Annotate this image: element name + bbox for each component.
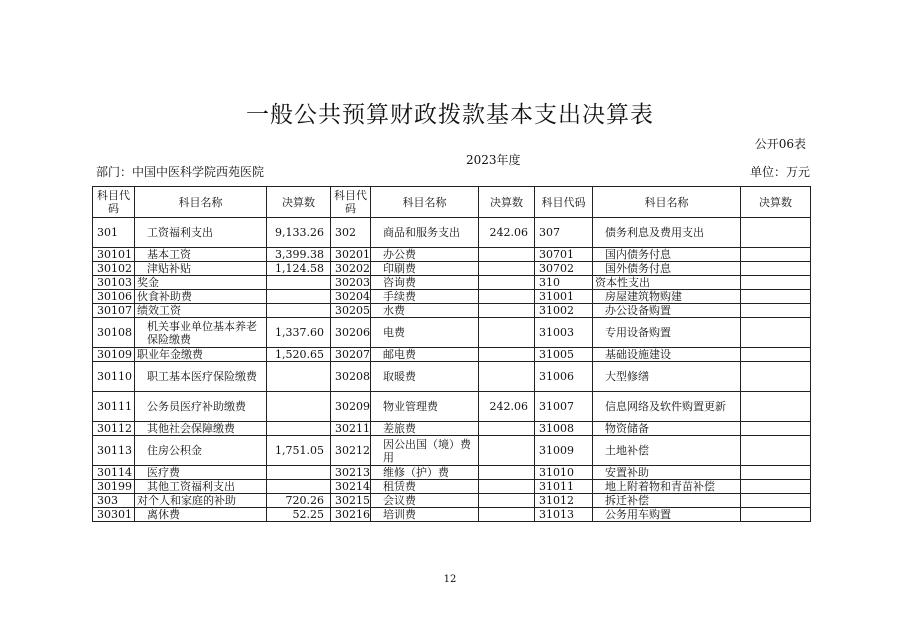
header-name: 科目名称 bbox=[371, 187, 479, 218]
amount-cell bbox=[741, 348, 811, 362]
code-cell: 30114 bbox=[93, 466, 135, 480]
code-cell: 31003 bbox=[535, 318, 593, 348]
amount-cell bbox=[267, 276, 331, 290]
code-cell: 303 bbox=[93, 494, 135, 508]
table-row bbox=[93, 276, 811, 290]
header-amount: 决算数 bbox=[479, 187, 535, 218]
code-cell: 30209 bbox=[331, 392, 371, 422]
amount-cell bbox=[479, 480, 535, 494]
code-cell: 30107 bbox=[93, 304, 135, 318]
code-cell: 301 bbox=[93, 218, 135, 248]
amount-cell bbox=[267, 422, 331, 436]
name-cell: 维修（护）费 bbox=[371, 466, 479, 480]
code-cell: 30214 bbox=[331, 480, 371, 494]
amount-cell bbox=[479, 304, 535, 318]
code-cell: 31001 bbox=[535, 290, 593, 304]
table-row bbox=[93, 304, 811, 318]
amount-cell bbox=[741, 262, 811, 276]
name-cell: 商品和服务支出 bbox=[371, 218, 479, 248]
name-cell: 大型修缮 bbox=[593, 362, 741, 392]
amount-cell: 242.06 bbox=[479, 218, 535, 248]
name-cell: 地上附着物和青苗补偿 bbox=[593, 480, 741, 494]
table-row bbox=[93, 508, 811, 522]
header-amount: 决算数 bbox=[267, 187, 331, 218]
amount-cell bbox=[741, 248, 811, 262]
amount-cell bbox=[479, 248, 535, 262]
code-cell: 30113 bbox=[93, 436, 135, 466]
amount-cell bbox=[267, 466, 331, 480]
name-cell: 办公设备购置 bbox=[593, 304, 741, 318]
name-cell: 公务用车购置 bbox=[593, 508, 741, 522]
amount-cell bbox=[267, 392, 331, 422]
name-cell: 国内债务付息 bbox=[593, 248, 741, 262]
amount-cell bbox=[479, 436, 535, 466]
name-cell: 离休费 bbox=[135, 508, 267, 522]
code-cell: 31010 bbox=[535, 466, 593, 480]
amount-cell bbox=[479, 348, 535, 362]
table-row bbox=[93, 436, 811, 466]
name-cell: 物资储备 bbox=[593, 422, 741, 436]
code-cell: 30202 bbox=[331, 262, 371, 276]
department-label: 部门：中国中医科学院西苑医院 bbox=[96, 165, 265, 179]
code-cell: 30108 bbox=[93, 318, 135, 348]
amount-cell bbox=[267, 290, 331, 304]
amount-cell bbox=[741, 304, 811, 318]
table-row bbox=[93, 248, 811, 262]
code-cell: 31005 bbox=[535, 348, 593, 362]
amount-cell bbox=[479, 318, 535, 348]
amount-cell: 242.06 bbox=[479, 392, 535, 422]
name-cell: 工资福利支出 bbox=[135, 218, 267, 248]
amount-cell bbox=[479, 466, 535, 480]
name-cell: 对个人和家庭的补助 bbox=[135, 494, 267, 508]
amount-cell bbox=[479, 290, 535, 304]
amount-cell: 1,124.58 bbox=[267, 262, 331, 276]
code-cell: 30216 bbox=[331, 508, 371, 522]
amount-cell: 1,520.65 bbox=[267, 348, 331, 362]
name-cell: 公务员医疗补助缴费 bbox=[135, 392, 267, 422]
name-cell: 债务利息及费用支出 bbox=[593, 218, 741, 248]
name-cell: 租赁费 bbox=[371, 480, 479, 494]
name-cell: 其他社会保障缴费 bbox=[135, 422, 267, 436]
name-cell: 其他工资福利支出 bbox=[135, 480, 267, 494]
code-cell: 30201 bbox=[331, 248, 371, 262]
name-cell: 咨询费 bbox=[371, 276, 479, 290]
code-cell: 30215 bbox=[331, 494, 371, 508]
code-cell: 30109 bbox=[93, 348, 135, 362]
code-cell: 30212 bbox=[331, 436, 371, 466]
table-header-row bbox=[93, 187, 811, 218]
code-cell: 31012 bbox=[535, 494, 593, 508]
table-row bbox=[93, 466, 811, 480]
amount-cell bbox=[741, 494, 811, 508]
amount-cell: 1,751.05 bbox=[267, 436, 331, 466]
amount-cell bbox=[479, 494, 535, 508]
header-code: 科目代码 bbox=[331, 187, 371, 218]
code-cell: 31002 bbox=[535, 304, 593, 318]
amount-cell bbox=[741, 218, 811, 248]
name-cell: 绩效工资 bbox=[135, 304, 267, 318]
budget-table bbox=[92, 186, 811, 522]
code-cell: 30103 bbox=[93, 276, 135, 290]
code-cell: 30112 bbox=[93, 422, 135, 436]
page-title: 一般公共预算财政拨款基本支出决算表 bbox=[246, 102, 654, 128]
code-cell: 30203 bbox=[331, 276, 371, 290]
table-row bbox=[93, 362, 811, 392]
name-cell: 信息网络及软件购置更新 bbox=[593, 392, 741, 422]
name-cell: 资本性支出 bbox=[593, 276, 741, 290]
code-cell: 30205 bbox=[331, 304, 371, 318]
code-cell: 31013 bbox=[535, 508, 593, 522]
amount-cell bbox=[741, 392, 811, 422]
code-cell: 31007 bbox=[535, 392, 593, 422]
amount-cell: 3,399.38 bbox=[267, 248, 331, 262]
name-cell: 基础设施建设 bbox=[593, 348, 741, 362]
name-cell: 职业年金缴费 bbox=[135, 348, 267, 362]
table-row bbox=[93, 348, 811, 362]
code-cell: 30213 bbox=[331, 466, 371, 480]
amount-cell bbox=[741, 508, 811, 522]
name-cell: 机关事业单位基本养老保险缴费 bbox=[135, 318, 267, 348]
name-cell: 电费 bbox=[371, 318, 479, 348]
table-row bbox=[93, 318, 811, 348]
name-cell: 伙食补助费 bbox=[135, 290, 267, 304]
table-row bbox=[93, 422, 811, 436]
name-cell: 专用设备购置 bbox=[593, 318, 741, 348]
amount-cell: 52.25 bbox=[267, 508, 331, 522]
code-cell: 30106 bbox=[93, 290, 135, 304]
name-cell: 印刷费 bbox=[371, 262, 479, 276]
header-name: 科目名称 bbox=[135, 187, 267, 218]
name-cell: 医疗费 bbox=[135, 466, 267, 480]
fiscal-year: 2023年度 bbox=[466, 153, 521, 167]
code-cell: 30702 bbox=[535, 262, 593, 276]
form-number: 公开06表 bbox=[754, 137, 806, 151]
code-cell: 307 bbox=[535, 218, 593, 248]
name-cell: 因公出国（境）费用 bbox=[371, 436, 479, 466]
name-cell: 物业管理费 bbox=[371, 392, 479, 422]
page-number: 12 bbox=[443, 574, 457, 585]
code-cell: 30102 bbox=[93, 262, 135, 276]
amount-cell bbox=[479, 362, 535, 392]
code-cell: 302 bbox=[331, 218, 371, 248]
code-cell: 30111 bbox=[93, 392, 135, 422]
amount-cell bbox=[479, 508, 535, 522]
code-cell: 310 bbox=[535, 276, 593, 290]
unit-label: 单位：万元 bbox=[749, 165, 810, 179]
code-cell: 30204 bbox=[331, 290, 371, 304]
amount-cell bbox=[741, 362, 811, 392]
name-cell: 奖金 bbox=[135, 276, 267, 290]
amount-cell bbox=[267, 304, 331, 318]
name-cell: 培训费 bbox=[371, 508, 479, 522]
header-amount: 决算数 bbox=[741, 187, 811, 218]
name-cell: 邮电费 bbox=[371, 348, 479, 362]
name-cell: 拆迁补偿 bbox=[593, 494, 741, 508]
code-cell: 31006 bbox=[535, 362, 593, 392]
code-cell: 30206 bbox=[331, 318, 371, 348]
amount-cell bbox=[741, 276, 811, 290]
header-code: 科目代码 bbox=[93, 187, 135, 218]
amount-cell bbox=[741, 480, 811, 494]
table-row bbox=[93, 480, 811, 494]
name-cell: 安置补助 bbox=[593, 466, 741, 480]
amount-cell: 720.26 bbox=[267, 494, 331, 508]
code-cell: 30101 bbox=[93, 248, 135, 262]
name-cell: 手续费 bbox=[371, 290, 479, 304]
name-cell: 津贴补贴 bbox=[135, 262, 267, 276]
code-cell: 30701 bbox=[535, 248, 593, 262]
code-cell: 30110 bbox=[93, 362, 135, 392]
amount-cell bbox=[479, 422, 535, 436]
amount-cell bbox=[479, 262, 535, 276]
amount-cell bbox=[741, 466, 811, 480]
name-cell: 职工基本医疗保险缴费 bbox=[135, 362, 267, 392]
table-row bbox=[93, 290, 811, 304]
name-cell: 住房公积金 bbox=[135, 436, 267, 466]
amount-cell bbox=[267, 362, 331, 392]
name-cell: 水费 bbox=[371, 304, 479, 318]
amount-cell: 1,337.60 bbox=[267, 318, 331, 348]
code-cell: 31009 bbox=[535, 436, 593, 466]
name-cell: 取暖费 bbox=[371, 362, 479, 392]
table-row bbox=[93, 218, 811, 248]
amount-cell bbox=[741, 436, 811, 466]
name-cell: 办公费 bbox=[371, 248, 479, 262]
code-cell: 30199 bbox=[93, 480, 135, 494]
code-cell: 30211 bbox=[331, 422, 371, 436]
amount-cell bbox=[741, 422, 811, 436]
name-cell: 差旅费 bbox=[371, 422, 479, 436]
name-cell: 会议费 bbox=[371, 494, 479, 508]
code-cell: 30207 bbox=[331, 348, 371, 362]
name-cell: 基本工资 bbox=[135, 248, 267, 262]
name-cell: 国外债务付息 bbox=[593, 262, 741, 276]
code-cell: 31011 bbox=[535, 480, 593, 494]
header-code: 科目代码 bbox=[535, 187, 593, 218]
amount-cell bbox=[479, 276, 535, 290]
table-row bbox=[93, 392, 811, 422]
amount-cell bbox=[741, 290, 811, 304]
code-cell: 30301 bbox=[93, 508, 135, 522]
amount-cell bbox=[267, 480, 331, 494]
code-cell: 31008 bbox=[535, 422, 593, 436]
table-row bbox=[93, 494, 811, 508]
code-cell: 30208 bbox=[331, 362, 371, 392]
name-cell: 房屋建筑物购建 bbox=[593, 290, 741, 304]
table-row bbox=[93, 262, 811, 276]
header-name: 科目名称 bbox=[593, 187, 741, 218]
amount-cell: 9,133.26 bbox=[267, 218, 331, 248]
name-cell: 土地补偿 bbox=[593, 436, 741, 466]
amount-cell bbox=[741, 318, 811, 348]
